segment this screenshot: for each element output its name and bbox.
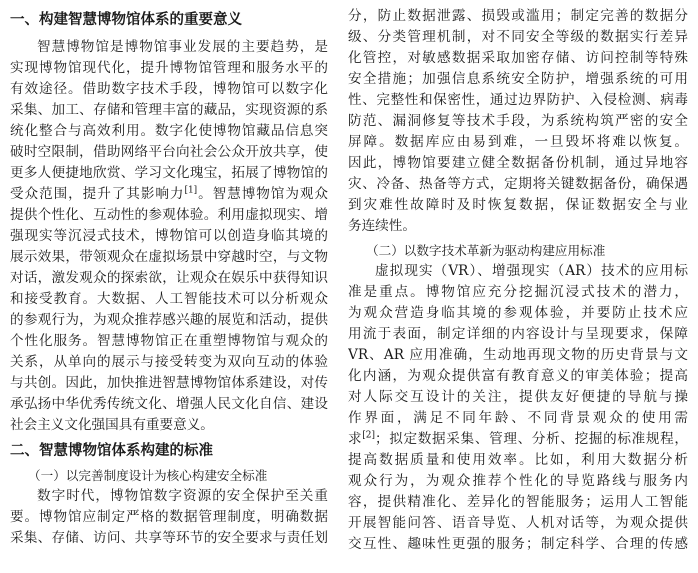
paragraph-security-continued [348,6,688,237]
text-line: 级、分类管理机制，对不同安全等级的数据实行差异 [348,29,688,45]
text-line: 破时空限制，借助网络平台向社会公众开放共享，使 [10,144,328,160]
text-line: 开展智能问答、语音导览、人机对话等，为观众提供 [348,515,688,531]
paragraph-application [348,261,688,555]
text-line: 社会主义文化强国具有重要意义。 [10,417,214,433]
text-line: 交互性、趣味性更强的服务；制定科学、合理的传感 [348,536,688,552]
section-heading-significance: 一、构建智慧博物馆体系的重要意义 [10,12,242,28]
text-line: 对话，激发观众的探索欲，让观众在娱乐中获得知识 [10,270,328,286]
citation-ref-1: [1] [184,185,198,196]
text-line: VR、AR 应用准确，生动地再现文物的历史背景与文 [348,347,688,363]
text-line: 更多人便捷地欣赏、学习文化瑰宝，拓展了博物馆的 [10,165,328,181]
text-line: 观众行为，为观众推荐个性化的导览路线与服务内 [348,473,688,489]
text-fragment: 。智慧博物馆为观众 [197,186,328,202]
text-line: 准是重点。博物馆应充分挖掘沉浸式技术的潜力， [348,284,688,300]
text-line: 强现实等沉浸式技术，博物馆可以创造身临其境的 [10,228,328,244]
text-line: 要。博物馆应制定严格的数据管理制度，明确数据 [10,509,328,525]
text-line: 的参观行为，为观众推荐感兴趣的展览和活动，提供 [10,312,328,328]
citation-ref-2: [2] [362,430,376,441]
text-line: 数字时代，博物馆数字资源的安全保护至关重 [37,488,328,504]
text-line: 采集、存储、访问、共享等环节的安全要求与责任划 [10,530,328,546]
text-line: 和接受教育。大数据、人工智能技术可以分析观众 [10,291,328,307]
text-fragment: 求 [348,431,363,447]
text-line: 化管控，对敏感数据采取加密存储、访问控制等特殊 [348,50,688,66]
subsection-heading-application: （二）以数字技术革新为驱动构建应用标准 [366,243,606,258]
text-line: 屏障。数据库应由易到难，一旦毁坏将难以恢复。 [348,134,688,150]
text-line: 性、完整性和保密性，通过边界防护、入侵检测、病毒 [348,92,688,108]
paragraph-security [10,486,328,549]
text-line: 到灾难性故障时及时恢复数据，保证数据安全与业 [348,197,688,213]
text-fragment: 受众范围，提升了其影响力 [10,186,185,202]
text-line: 分，防止数据泄露、损毁或滥用；制定完善的数据分 [348,8,688,24]
text-line: 灾、冷备、热备等方式，定期将关键数据备份，确保遇 [348,176,688,192]
text-line: 提供个性化、互动性的参观体验。利用虚拟现实、增 [10,207,328,223]
text-line: 提高数据质量和使用效率。比如，利用大数据分析 [348,452,688,468]
text-line: 采集、加工、存储和管理丰富的藏品，实现资源的系 [10,102,328,118]
text-line: 因此，博物馆要建立健全数据备份机制，通过异地容 [348,155,688,171]
text-line: 安全措施；加强信息系统安全防护，增强系统的可用 [348,71,688,87]
text-line [348,429,688,450]
text-line: 有效途径。借助数字技术手段，博物馆可以数字化 [10,81,328,97]
text-line: 个性化服务。智慧博物馆正在重塑博物馆与观众的 [10,333,328,349]
text-line: 实现博物馆现代化，提升博物馆管理和服务水平的 [10,60,328,76]
text-line: 为观众营造身临其境的参观体验，并要防止技术应 [348,305,688,321]
text-fragment: ；拟定数据采集、管理、分析、挖掘的标准规程， [375,431,688,447]
text-line: 展示效果，带领观众在虚拟场景中穿越时空，与文物 [10,249,328,265]
text-line: 虚拟现实（VR）、增强现实（AR）技术的应用标 [375,263,688,279]
paragraph-significance [10,37,328,436]
text-line: 与共创。因此，加快推进智慧博物馆体系建设，对传 [10,375,328,391]
text-line: 智慧博物馆是博物馆事业发展的主要趋势，是 [37,39,328,55]
text-line: 作界面，满足不同年龄、不同背景观众的使用需 [348,410,688,426]
right-column [348,0,688,555]
text-line: 对人际交互设计的关注，提供友好便捷的导航与操 [348,389,688,405]
subsection-heading-security: （一）以完善制度设计为核心构建安全标准 [28,468,268,483]
section-heading-standards: 二、智慧博物馆体系构建的标准 [10,443,213,459]
text-line: 容，提供精准化、差异化的智能服务；运用人工智能 [348,494,688,510]
left-column [10,0,328,549]
text-line: 化内涵，为观众提供富有教育意义的审美体验；提高 [348,368,688,384]
text-line [10,184,328,205]
text-line: 务连续性。 [348,218,416,234]
text-line: 关系，从单向的展示与接受转变为双向互动的体验 [10,354,328,370]
text-line: 承弘扬中华优秀传统文化、增强人民文化自信、建设 [10,396,328,412]
text-line: 防范、漏洞修复等技术手段，为系统构筑严密的安全 [348,113,688,129]
text-line: 用流于表面，制定详细的内容设计与呈现要求，保障 [348,326,688,342]
text-line: 统化整合与高效利用。数字化使博物馆藏品信息突 [10,123,328,139]
